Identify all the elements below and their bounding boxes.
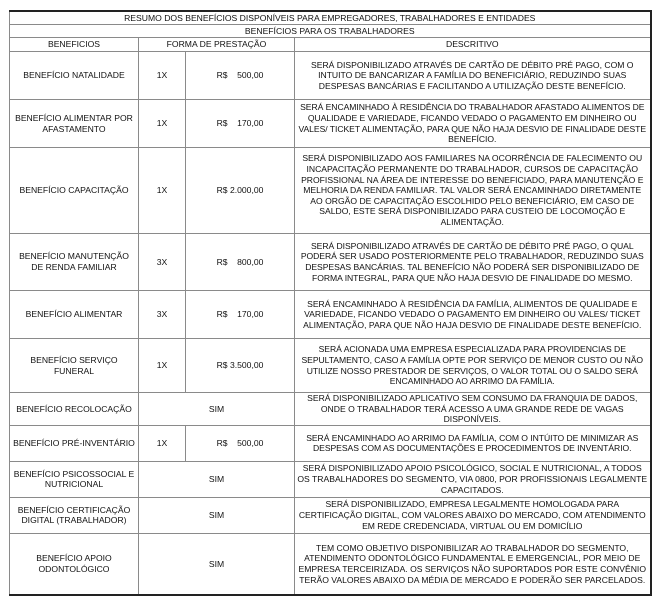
benefit-name: BENEFÍCIO APOIO ODONTOLÓGICO: [10, 533, 139, 595]
column-header-forma: FORMA DE PRESTAÇÃO: [139, 38, 295, 52]
benefit-description: SERÁ DISPONIBILIZADO AOS FAMILIARES NA OCORRÊNCIA DE FALECIMENTO OU INCAPACITAÇÃO PERMANENTE DO TRABALHADOR, CURSOS DE CAPACITAÇÃO PROFISSIONAL NA ÁREA DE INTERESSE DO BENEFICIADO, PARA MANUTENÇÃO E MELHORIA DA RENDA FAMILIAR. TAL VALOR SERÁ ENCAMINHADO DIRETAMENTE AO ORGÃO DE CAPACITAÇÃO ESCOLHIDO PELO BENEFICIÁRIO, EM CASO DE SALDO, ESTE SERÁ DISPONIBILIZADO PARA CUSTEIO DE LOCOMOÇÃO E ALIMENTAÇÃO.: [295, 148, 651, 234]
table-row: [10, 425, 651, 461]
table-row: [10, 234, 651, 291]
table-title: RESUMO DOS BENEFÍCIOS DISPONÍVEIS PARA EMPREGADORES, TRABALHADORES E ENTIDADES: [10, 11, 651, 25]
table-row: [10, 497, 651, 533]
benefit-forma: SIM: [139, 393, 295, 426]
table-row: [10, 52, 651, 100]
benefit-name: BENEFÍCIO RECOLOCAÇÃO: [10, 393, 139, 426]
title-row: [10, 11, 651, 25]
benefit-forma: SIM: [139, 533, 295, 595]
subtitle-row: [10, 25, 651, 38]
table-subtitle: BENEFÍCIOS PARA OS TRABALHADORES: [10, 25, 651, 38]
benefit-name: BENEFÍCIO PSICOSSOCIAL E NUTRICIONAL: [10, 461, 139, 497]
benefit-description: SERÁ ENCAMINHADO À RESIDÊNCIA DO TRABALHADOR AFASTADO ALIMENTOS DE QUALIDADE E VARIEDADE, FICANDO VEDADO O PAGAMENTO EM DINHEIRO OU VALES/ TICKET ALIMENTAÇÃO, PARA QUE NÃO HAJA DESVIO DE FINALIDADE DESTE BENEFÍCIO.: [295, 100, 651, 148]
benefit-forma: SIM: [139, 497, 295, 533]
benefit-description: SERÁ DISPONIBILIZADO ATRAVÉS DE CARTÃO DE DÉBITO PRÉ PAGO, O QUAL PODERÁ SER USADO POSTERIORMENTE PELO TRABALHADOR, REDUZINDO SUAS DESPESAS BANCÁRIAS. TAL BENEFÍCIO NÃO PODERÁ SER DISPONIBILIZADO DE FORMA INTEGRAL, PARA QUE NÃO HAJA DESVIO DE FINALIDADE DO MESMO.: [295, 234, 651, 291]
benefit-value: R$ 3.500,00: [186, 339, 295, 393]
benefit-quantity: 3X: [139, 291, 186, 339]
benefit-quantity: 1X: [139, 52, 186, 100]
benefit-quantity: 3X: [139, 234, 186, 291]
benefit-description: TEM COMO OBJETIVO DISPONIBILIZAR AO TRABALHADOR DO SEGMENTO, ATENDIMENTO ODONTOLÓGICO FUNDAMENTAL E EMERGENCIAL, POR MEIO DE EMPRESA TERCEIRIZADA. OS SERVIÇOS NÃO SUPORTADOS POR ESTE CONVÊNIO TERÃO VALORES ABAIXO DA MÉDIA DE MERCADO E PODERÃO SER PARCELADOS.: [295, 533, 651, 595]
table-row: [10, 393, 651, 426]
table-row: [10, 291, 651, 339]
benefit-name: BENEFÍCIO ALIMENTAR POR AFASTAMENTO: [10, 100, 139, 148]
benefit-quantity: 1X: [139, 148, 186, 234]
column-header-descritivo: DESCRITIVO: [295, 38, 651, 52]
table-row: [10, 100, 651, 148]
benefit-value: R$ 500,00: [186, 52, 295, 100]
benefit-name: BENEFÍCIO CAPACITAÇÃO: [10, 148, 139, 234]
benefit-description: SERÁ DISPONIBILIZADO, EMPRESA LEGALMENTE HOMOLOGADA PARA CERTIFICAÇÃO DIGITAL, COM VALORES ABAIXO DO MERCADO, COM ATENDIMENTO EM REDE CREDENCIADA, VIRTUAL OU EM DOMICÍLIO: [295, 497, 651, 533]
benefit-value: R$ 2.000,00: [186, 148, 295, 234]
benefit-value: R$ 170,00: [186, 100, 295, 148]
benefit-quantity: 1X: [139, 100, 186, 148]
benefit-description: SERÁ ENCAMINHADO AO ARRIMO DA FAMÍLIA, COM O INTÚITO DE MINIMIZAR AS DESPESAS COM AS DOCUMENTAÇÕES E PROCEDIMENTOS DE INVENTÁRIO.: [295, 425, 651, 461]
table-row: [10, 339, 651, 393]
table-row: [10, 461, 651, 497]
column-header-row: [10, 38, 651, 52]
benefit-value: R$ 170,00: [186, 291, 295, 339]
benefit-forma: SIM: [139, 461, 295, 497]
table-row: [10, 148, 651, 234]
benefit-description: SERÁ ENCAMINHADO À RESIDÊNCIA DA FAMÍLIA, ALIMENTOS DE QUALIDADE E VARIEDADE, FICANDO VEDADO O PAGAMENTO EM DINHEIRO OU VALES/ TICKET ALIMENTAÇÃO, PARA QUE NÃO HAJA DESVIO DE FINALIDADE DESTE BENEFÍCIO.: [295, 291, 651, 339]
benefit-quantity: 1X: [139, 425, 186, 461]
benefit-description: SERÁ ACIONADA UMA EMPRESA ESPECIALIZADA PARA PROVIDENCIAS DE SEPULTAMENTO, CASO A FAMÍLIA OPTE POR SERVIÇO DE MENOR CUSTO OU NÃO UTILIZE NOSSO PRESTADOR DE SERVIÇOS, O VALOR TOTAL OU O SALDO SERÁ ENCAMINHADO AO ARRIMO DA FAMÍLIA.: [295, 339, 651, 393]
benefit-description: SERÁ DISPONIBILIZADO APOIO PSICOLÓGICO, SOCIAL E NUTRICIONAL, A TODOS OS TRABALHADORES DO SEGMENTO, VIA 0800, POR PROFISSIONAIS LEGALMENTE CAPACITADOS.: [295, 461, 651, 497]
benefit-quantity: 1X: [139, 339, 186, 393]
benefit-description: SERÁ DISPONIBILIZADO APLICATIVO SEM CONSUMO DA FRANQUIA DE DADOS, ONDE O TRABALHADOR TERÁ ACESSO A UMA GRANDE REDE DE VAGAS DISPONÍVEIS.: [295, 393, 651, 426]
table-row: [10, 533, 651, 595]
benefit-value: R$ 500,00: [186, 425, 295, 461]
benefit-name: BENEFÍCIO CERTIFICAÇÃO DIGITAL (TRABALHADOR): [10, 497, 139, 533]
benefit-name: BENEFÍCIO SERVIÇO FUNERAL: [10, 339, 139, 393]
benefit-description: SERÁ DISPONIBILIZADO ATRAVÉS DE CARTÃO DE DÉBITO PRÉ PAGO, COM O INTUITO DE BANCARIZAR A FAMÍLIA DO BENEFICIÁRIO, REDUZINDO SUAS DESPESAS BANCÁRIAS E FACILITANDO A UTILIZAÇÃO DESTE BENEFÍCIO.: [295, 52, 651, 100]
column-header-beneficios: BENEFICIOS: [10, 38, 139, 52]
benefit-name: BENEFÍCIO PRÉ-INVENTÁRIO: [10, 425, 139, 461]
benefit-name: BENEFÍCIO MANUTENÇÃO DE RENDA FAMILIAR: [10, 234, 139, 291]
benefit-name: BENEFÍCIO NATALIDADE: [10, 52, 139, 100]
benefits-summary-table: [9, 10, 652, 596]
benefit-name: BENEFÍCIO ALIMENTAR: [10, 291, 139, 339]
benefit-value: R$ 800,00: [186, 234, 295, 291]
